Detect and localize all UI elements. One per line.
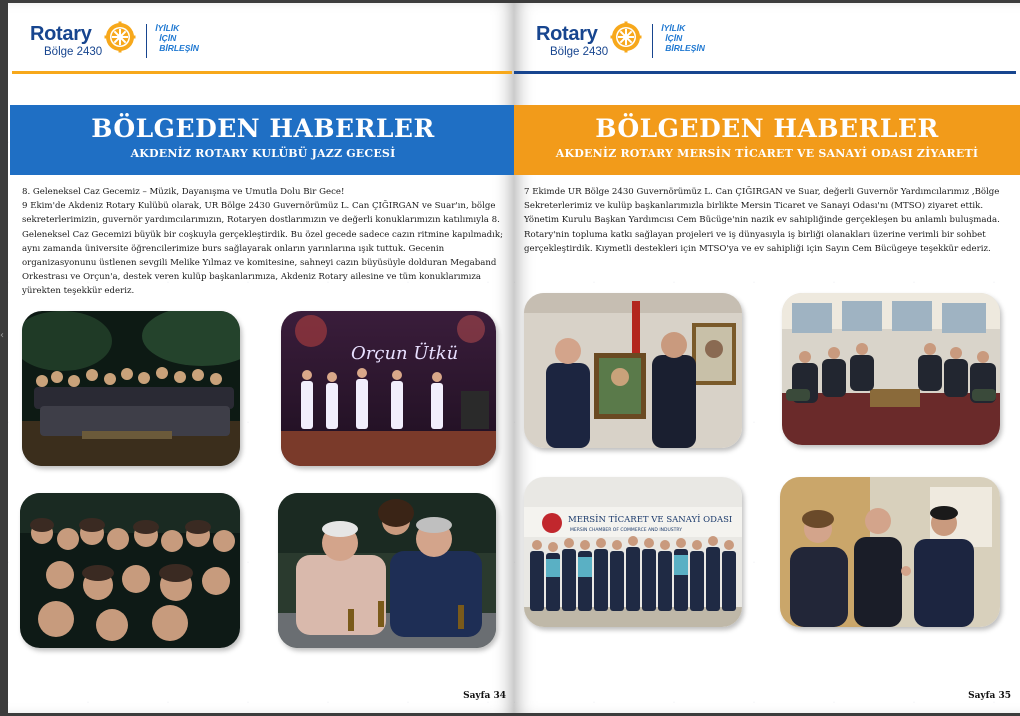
photo-handshake [780,477,1000,627]
article-body [22,185,508,299]
logo-slogan [155,23,199,53]
section-banner [10,105,514,175]
logo-district: Bölge 2430 [44,45,103,58]
article-body [524,185,1012,256]
slogan-line-1: İYİLİK [661,23,686,33]
banner-subtitle: AKDENİZ ROTARY KULÜBÜ JAZZ GECESİ [130,147,396,160]
logo-word: Rotary [30,22,92,45]
rotary-wheel-icon [610,21,642,53]
logo-word: Rotary [536,22,598,45]
photo-group-mtso [524,477,742,627]
article-paragraph: 9 Ekim'de Akdeniz Rotary Kulübü olarak, UR Bölge 2430 Guvernörümüz L. Can ÇIĞIRGAN ve Suar'ın, bölge sekreterlerimizin, guvernör yardımcılarımızın, Rotaryen dostlarımızın ve değerli konuklarımızın katılımıyla 8. Geleneksel Caz Gecemizi büyük bir coşkuyla gerçekleştirdik. Bu özel gecede sadece cazın ritmine kapılmadık; aynı zamanda üniversite öğrencilerimize burs sağlayarak onların yarınlarına ışık tuttuk. Gecenin organizasyonunu üstlenen sevgili Melike Yılmaz ve komitesine, sahneyi cazın büyüsüyle dolduran Megaband Orkestrası ve Orçun'a, destek veren kulüp başkanlarımıza, Akdeniz Rotary ailesine ve tüm konuklarımıza yürekten teşekkür ederiz. [22,201,504,297]
rotary-logo [536,17,705,65]
slogan-line-3: BİRLEŞİN [665,43,705,53]
photo-garden-group [22,311,240,466]
photo-selfie-crowd [20,493,240,648]
rotary-logo [30,17,199,65]
photo-table-guests [278,493,496,648]
banner-title: BÖLGEDEN HABERLER [595,114,939,143]
stage-sign: Orçun Ütkü [351,343,459,364]
slogan-line-3: BİRLEŞİN [159,43,199,53]
banner-title: BÖLGEDEN HABERLER [91,114,435,143]
wall-sign-en: MERSIN CHAMBER OF COMMERCE AND INDUSTRY [570,528,682,533]
page-left [8,3,514,713]
page-right [514,3,1020,713]
header-rule [12,71,512,74]
article-paragraph: 8. Geleneksel Caz Gecemiz – Müzik, Dayanışma ve Umutla Dolu Bir Gece! [22,187,345,197]
slogan-line-2: İÇİN [159,33,177,43]
page-number: Sayfa 35 [968,691,1011,701]
logo-district: Bölge 2430 [550,45,609,58]
slogan-line-2: İÇİN [665,33,683,43]
chevron-left-icon[interactable]: ‹ [0,330,4,341]
photo-stage-band [281,311,496,466]
banner-subtitle: AKDENİZ ROTARY MERSİN TİCARET VE SANAYİ ODASI ZİYARETİ [555,147,979,160]
photo-portrait-gift [524,293,742,448]
rotary-wheel-icon [104,21,136,53]
page-number: Sayfa 34 [463,691,506,701]
wall-sign-tr: MERSİN TİCARET VE SANAYİ ODASI [568,515,733,525]
article-paragraph: 7 Ekimde UR Bölge 2430 Guvernörümüz L. Can ÇIĞIRGAN ve Suar, değerli Guvernör Yardımcılarımız ,Bölge Sekreterlerimiz ve kulüp başkanlarımızla birlikte Mersin Ticaret ve Sanayi Odası'nı (MTSO) ziyaret ettik. Yönetim Kurulu Başkan Yardımcısı Cem Bücüge'nin nazik ev sahipliğinde gerçekleşen bu anlamlı buluşmada. Rotary'nin topluma katkı sağlayan projeleri ve iş dünyasıyla iş birliği olanakları üzerine verimli bir sohbet gerçekleştirdik. Kıymetli destekleri için MTSO'ya ve ev sahipliği için Sayın Cem Bücügeye teşekkür ederiz. [524,187,1000,254]
slogan-line-1: İYİLİK [155,23,180,33]
section-banner [514,105,1020,175]
header-rule [514,71,1016,74]
photo-meeting-room [782,293,1000,445]
logo-slogan [661,23,705,53]
logo-separator [652,24,653,58]
logo-separator [146,24,147,58]
